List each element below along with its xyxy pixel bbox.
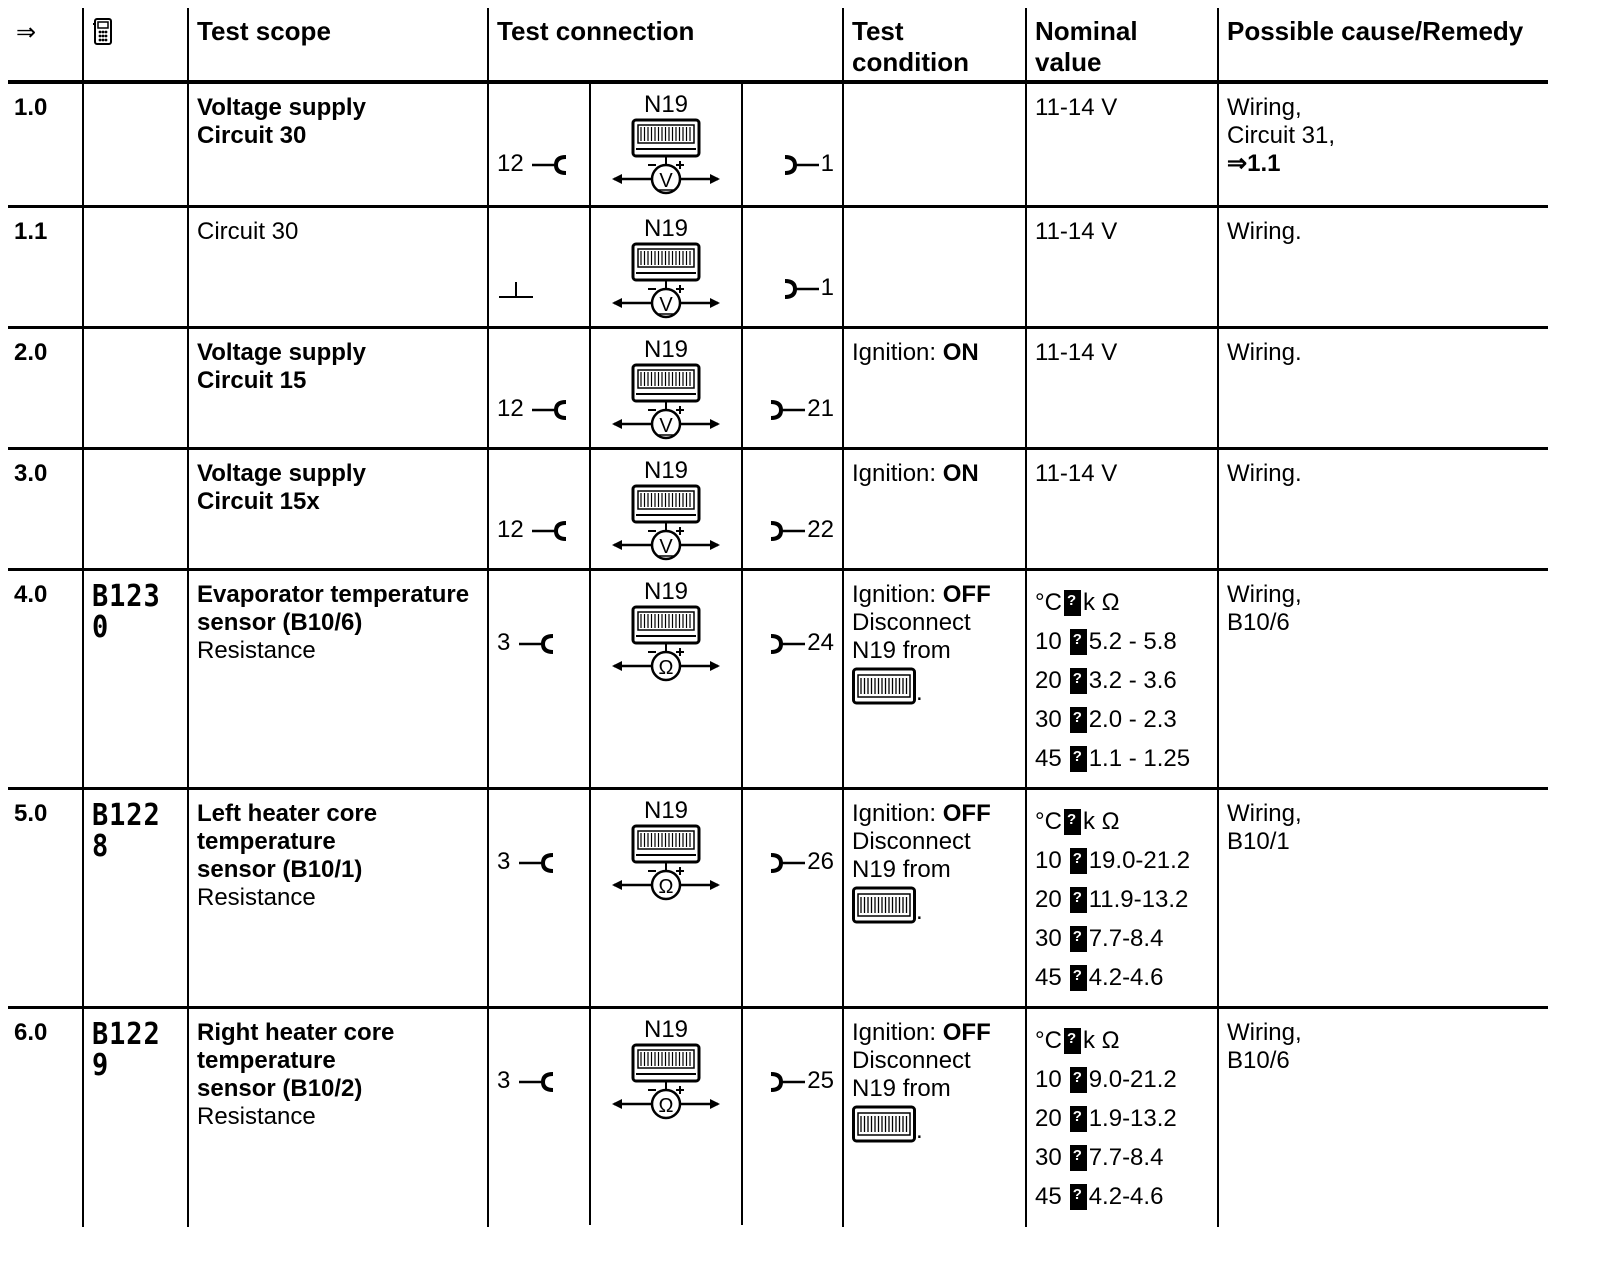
meter-label: N19 — [643, 797, 689, 824]
meter-label: N19 — [643, 336, 689, 363]
socket-right-icon — [781, 274, 821, 301]
nominal-row: 10 ? 5.2 - 5.8 — [1035, 622, 1209, 661]
nominal-value-cell — [1026, 328, 1218, 449]
meter-label: N19 — [643, 91, 689, 118]
possible-cause: Wiring, B10/6 — [1227, 1019, 1302, 1074]
ignition-state: OFF — [942, 581, 991, 608]
svg-text:V: V — [659, 294, 673, 316]
pin-left: 12 — [497, 516, 570, 544]
test-scope-cell — [188, 1008, 488, 1227]
fault-code-cell — [83, 1008, 188, 1227]
socket-right-icon — [781, 150, 821, 177]
test-scope-title: Voltage supply Circuit 30 — [197, 94, 366, 149]
nominal-value: 11-14 V — [1035, 339, 1118, 366]
possible-cause: Wiring, B10/1 — [1227, 800, 1302, 855]
ohmmeter-icon — [610, 605, 722, 689]
diagnostic-test-table — [8, 8, 1548, 1227]
svg-text:Ω: Ω — [658, 876, 674, 898]
nominal-row: 30 ? 2.0 - 2.3 — [1035, 700, 1209, 739]
header-test-scope: Test scope — [188, 8, 488, 82]
possible-cause-cell — [1218, 789, 1548, 1008]
table-row — [8, 328, 1548, 449]
socket-right-icon — [767, 848, 807, 875]
fault-code-cell — [83, 570, 188, 789]
test-condition-detail: Disconnect N19 from — [852, 828, 971, 883]
ecu-connector-icon — [852, 1105, 916, 1145]
ignition-state: ON — [942, 460, 979, 487]
missing-glyph — [1070, 1106, 1087, 1132]
pin-right: 26 — [767, 848, 834, 876]
test-scope-detail: Resistance — [197, 884, 316, 911]
step-number: 2.0 — [8, 328, 83, 449]
pin-right: 21 — [767, 395, 834, 423]
nominal-row: 30 ? 7.7-8.4 — [1035, 919, 1209, 958]
pin-right: 25 — [767, 1067, 834, 1095]
test-condition-label: Ignition: — [852, 460, 943, 487]
missing-glyph — [1070, 965, 1087, 991]
test-scope-detail: Resistance — [197, 1103, 316, 1130]
test-condition-label: Ignition: — [852, 1019, 943, 1046]
header-reader — [83, 8, 188, 82]
meter-label: N19 — [643, 215, 689, 242]
nominal-row: 45 ? 1.1 - 1.25 — [1035, 739, 1209, 778]
test-condition-label: Ignition: — [852, 339, 943, 366]
test-condition-cell: Ignition: OFF Disconnect N19 from . — [843, 1008, 1026, 1227]
missing-glyph — [1070, 887, 1087, 913]
fault-code-cell — [83, 449, 188, 570]
fault-code-cell — [83, 82, 188, 207]
svg-text:V: V — [659, 415, 673, 437]
test-condition-detail: Disconnect N19 from — [852, 609, 971, 664]
test-connection-cell — [488, 789, 843, 1008]
svg-text:Ω: Ω — [658, 1095, 674, 1117]
fault-code-cell — [83, 789, 188, 1008]
ecu-connector-icon — [852, 886, 916, 926]
fault-code: B123 0 — [92, 579, 161, 645]
meter-label: N19 — [643, 1016, 689, 1043]
test-scope-detail: Resistance — [197, 637, 316, 664]
socket-left-icon — [517, 1067, 557, 1094]
missing-glyph — [1070, 668, 1087, 694]
test-scope-title: Evaporator temperature sensor (B10/6) — [197, 581, 470, 636]
possible-cause: Wiring. — [1227, 339, 1302, 366]
socket-left-icon — [530, 395, 570, 422]
ecu-connector-icon — [852, 667, 916, 707]
header-test-condition: Test condition — [843, 8, 1026, 82]
possible-cause-cell — [1218, 1008, 1548, 1227]
test-condition-cell — [843, 328, 1026, 449]
step-number: 3.0 — [8, 449, 83, 570]
nominal-value-cell — [1026, 449, 1218, 570]
multimeter-diagram — [610, 458, 722, 568]
ignition-state: OFF — [942, 800, 991, 827]
test-connection-cell — [488, 82, 843, 207]
step-number: 4.0 — [8, 570, 83, 789]
missing-glyph — [1064, 590, 1081, 616]
table-row — [8, 449, 1548, 570]
table-row — [8, 789, 1548, 1008]
ignition-state: OFF — [942, 1019, 991, 1046]
socket-right-icon — [767, 395, 807, 422]
missing-glyph — [1064, 1028, 1081, 1054]
nominal-header: °C ? k Ω — [1035, 583, 1209, 622]
socket-right-icon — [767, 516, 807, 543]
possible-cause-cell — [1218, 328, 1548, 449]
header-possible-cause: Possible cause/Remedy — [1218, 8, 1548, 82]
step-number: 1.1 — [8, 207, 83, 328]
nominal-row: 20 ? 1.9-13.2 — [1035, 1099, 1209, 1138]
test-scope-cell — [188, 449, 488, 570]
missing-glyph — [1064, 809, 1081, 835]
nominal-header: °C ? k Ω — [1035, 1021, 1209, 1060]
nominal-value-cell — [1026, 82, 1218, 207]
meter-label: N19 — [643, 457, 689, 484]
header-row — [8, 8, 1548, 82]
missing-glyph — [1070, 707, 1087, 733]
svg-text:Ω: Ω — [658, 657, 674, 679]
test-scope-cell — [188, 328, 488, 449]
missing-glyph — [1070, 629, 1087, 655]
test-scope-title: Voltage supply Circuit 15x — [197, 460, 366, 515]
test-connection-cell — [488, 207, 843, 328]
test-connection-cell — [488, 1008, 843, 1227]
test-condition-cell — [843, 207, 1026, 328]
possible-cause-cell — [1218, 570, 1548, 789]
ground-icon — [497, 274, 535, 302]
nominal-value-cell — [1026, 570, 1218, 789]
test-condition-detail: Disconnect N19 from — [852, 1047, 971, 1102]
multimeter-diagram — [610, 1017, 722, 1127]
pin-right: 1 — [781, 274, 834, 302]
voltmeter-icon — [610, 484, 722, 568]
ohmmeter-icon — [610, 1043, 722, 1127]
meter-label: N19 — [643, 578, 689, 605]
test-scope-detail: Circuit 30 — [197, 218, 299, 245]
possible-cause-cell — [1218, 449, 1548, 570]
voltmeter-icon — [610, 118, 722, 202]
test-condition-cell — [843, 449, 1026, 570]
multimeter-diagram — [610, 798, 722, 908]
fault-code: B122 9 — [92, 1017, 161, 1083]
missing-glyph — [1070, 1184, 1087, 1210]
fault-code-reader-icon — [92, 22, 114, 52]
fault-code: B122 8 — [92, 798, 161, 864]
socket-left-icon — [530, 516, 570, 543]
nominal-value-cell — [1026, 789, 1218, 1008]
missing-glyph — [1070, 848, 1087, 874]
test-condition-cell — [843, 82, 1026, 207]
nominal-row: 10 ? 19.0-21.2 — [1035, 841, 1209, 880]
socket-left-icon — [530, 150, 570, 177]
multimeter-diagram — [610, 337, 722, 447]
missing-glyph — [1070, 746, 1087, 772]
pin-left: 3 — [497, 1067, 557, 1095]
possible-cause: Wiring, B10/6 — [1227, 581, 1302, 636]
nominal-row: 10 ? 9.0-21.2 — [1035, 1060, 1209, 1099]
nominal-value: 11-14 V — [1035, 94, 1118, 121]
test-scope-title: Voltage supply Circuit 15 — [197, 339, 366, 394]
test-condition-label: Ignition: — [852, 800, 943, 827]
test-scope-cell — [188, 82, 488, 207]
test-condition-cell: Ignition: OFF Disconnect N19 from . — [843, 570, 1026, 789]
multimeter-diagram — [610, 579, 722, 689]
step-number: 1.0 — [8, 82, 83, 207]
fault-code-cell — [83, 328, 188, 449]
test-scope-cell — [188, 207, 488, 328]
header-arrow: ⇒ — [8, 8, 83, 82]
table-row — [8, 570, 1548, 789]
multimeter-diagram — [610, 92, 722, 202]
header-nominal-value: Nominal value — [1026, 8, 1218, 82]
pin-right: 1 — [781, 150, 834, 178]
test-connection-cell — [488, 570, 843, 789]
pin-left: 3 — [497, 629, 557, 657]
nominal-row: 45 ? 4.2-4.6 — [1035, 958, 1209, 997]
test-scope-cell — [188, 570, 488, 789]
pin-right: 24 — [767, 629, 834, 657]
test-scope-title: Right heater core temperature sensor (B10/2) — [197, 1019, 395, 1102]
possible-cause-cell — [1218, 82, 1548, 207]
socket-right-icon — [767, 1067, 807, 1094]
nominal-value: 11-14 V — [1035, 218, 1118, 245]
missing-glyph — [1070, 1145, 1087, 1171]
socket-left-icon — [517, 848, 557, 875]
test-condition-cell: Ignition: OFF Disconnect N19 from . — [843, 789, 1026, 1008]
possible-cause-cell — [1218, 207, 1548, 328]
fault-code-cell — [83, 207, 188, 328]
ignition-state: ON — [942, 339, 979, 366]
socket-right-icon — [767, 629, 807, 656]
cause-reference-link[interactable]: ⇒1.1 — [1227, 150, 1281, 177]
test-scope-title: Left heater core temperature sensor (B10/1) — [197, 800, 378, 883]
nominal-row: 45 ? 4.2-4.6 — [1035, 1177, 1209, 1216]
nominal-value-cell — [1026, 1008, 1218, 1227]
missing-glyph — [1070, 926, 1087, 952]
missing-glyph — [1070, 1067, 1087, 1093]
voltmeter-icon — [610, 363, 722, 447]
test-scope-cell — [188, 789, 488, 1008]
svg-text:V: V — [659, 536, 673, 558]
table-row — [8, 1008, 1548, 1227]
possible-cause: Wiring. — [1227, 218, 1302, 245]
socket-left-icon — [517, 629, 557, 656]
pin-left: 3 — [497, 848, 557, 876]
step-number: 6.0 — [14, 1019, 48, 1046]
possible-cause: Wiring, Circuit 31, — [1227, 94, 1336, 149]
possible-cause: Wiring. — [1227, 460, 1302, 487]
step-number: 5.0 — [8, 789, 83, 1008]
nominal-value-cell — [1026, 207, 1218, 328]
nominal-row: 20 ? 3.2 - 3.6 — [1035, 661, 1209, 700]
test-connection-cell — [488, 449, 843, 570]
pin-left: 12 — [497, 150, 570, 178]
ohmmeter-icon — [610, 824, 722, 908]
pin-left: 12 — [497, 395, 570, 423]
multimeter-diagram — [610, 216, 722, 326]
table-row — [8, 207, 1548, 328]
table-row — [8, 82, 1548, 207]
svg-text:V: V — [659, 170, 673, 192]
nominal-row: 30 ? 7.7-8.4 — [1035, 1138, 1209, 1177]
header-test-connection: Test connection — [488, 8, 843, 82]
test-condition-label: Ignition: — [852, 581, 943, 608]
nominal-row: 20 ? 11.9-13.2 — [1035, 880, 1209, 919]
test-connection-cell — [488, 328, 843, 449]
pin-right: 22 — [767, 516, 834, 544]
voltmeter-icon — [610, 242, 722, 326]
nominal-header: °C ? k Ω — [1035, 802, 1209, 841]
nominal-value: 11-14 V — [1035, 460, 1118, 487]
